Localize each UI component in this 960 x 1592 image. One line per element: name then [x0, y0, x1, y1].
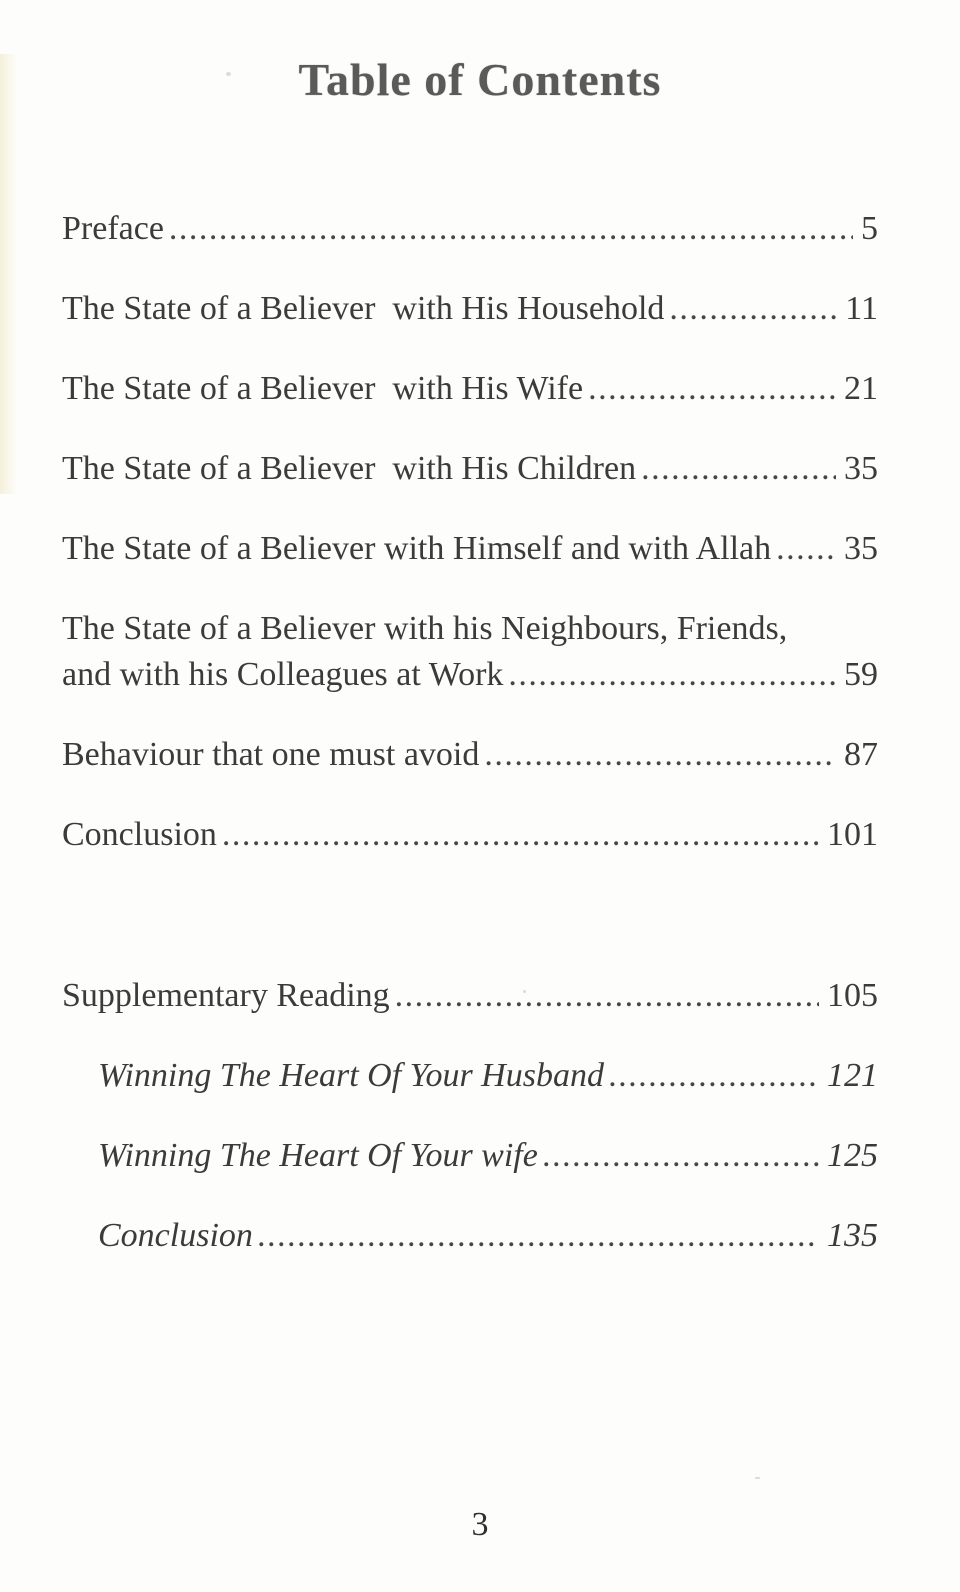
toc-entry-title: The State of a Believer with Himself and with Allah	[62, 530, 772, 567]
toc-entry	[62, 446, 878, 492]
toc-entry	[62, 732, 878, 778]
toc-entry-page: 35	[844, 450, 878, 487]
toc-entry-supplementary	[62, 1213, 878, 1259]
toc-entry-page: 121	[827, 1057, 878, 1094]
toc-entry	[62, 286, 878, 332]
toc-entry-title: The State of a Believer with his Neighbours, Friends,	[62, 610, 788, 647]
dot-leader	[258, 1213, 819, 1259]
toc-entry-page: 105	[827, 977, 878, 1014]
toc-entry-page: 5	[861, 210, 878, 247]
dot-leader	[609, 1053, 819, 1099]
scan-speck	[226, 72, 231, 76]
toc-entry-page: 35	[844, 530, 878, 567]
toc-entry-supplementary	[62, 1053, 878, 1099]
dot-leader	[508, 652, 836, 698]
toc-entry-title: Preface	[62, 210, 164, 247]
dot-leader	[641, 446, 836, 492]
dot-leader	[776, 526, 836, 572]
toc-entry-supplementary	[62, 1133, 878, 1179]
scan-edge-tint	[0, 54, 18, 494]
toc-entry-title: The State of a Believer with His Wife	[62, 370, 584, 407]
toc-entry-title: Winning The Heart Of Your wife	[98, 1137, 538, 1174]
toc-entry-title: Winning The Heart Of Your Husband	[98, 1057, 604, 1094]
scan-speck	[755, 1477, 760, 1479]
dot-leader	[395, 973, 819, 1019]
toc-entry-title: The State of a Believer with His Household	[62, 290, 665, 327]
toc-entry-title: Behaviour that one must avoid	[62, 736, 480, 773]
dot-leader	[484, 732, 836, 778]
dot-leader	[222, 812, 819, 858]
toc-entry-page: 125	[827, 1137, 878, 1174]
scan-speck	[523, 990, 526, 993]
toc-entry	[62, 812, 878, 858]
toc-entry-title: The State of a Believer with His Children	[62, 450, 637, 487]
toc-entry-page: 59	[844, 656, 878, 693]
page-title: Table of Contents	[298, 54, 662, 105]
dot-leader	[169, 206, 853, 252]
footer-page-number: 3	[471, 1506, 489, 1543]
toc-entry	[62, 366, 878, 412]
toc-entry-supplementary	[62, 973, 878, 1019]
dot-leader	[588, 366, 836, 412]
toc-entry	[62, 206, 878, 252]
scanned-toc-page	[0, 54, 960, 1592]
toc-entry	[62, 526, 878, 572]
toc-entry-page: 135	[827, 1217, 878, 1254]
toc-entry-title: Conclusion	[98, 1217, 253, 1254]
dot-leader	[543, 1133, 819, 1179]
dot-leader	[669, 286, 837, 332]
toc-entry-page: 101	[827, 816, 878, 853]
toc-entry-title: Conclusion	[62, 816, 217, 853]
toc-list	[62, 206, 878, 1259]
toc-entry	[62, 606, 878, 698]
toc-entry-page: 87	[844, 736, 878, 773]
toc-entry-title: Supplementary Reading	[62, 977, 390, 1014]
toc-entry-page: 21	[844, 370, 878, 407]
toc-entry-title-line2: and with his Colleagues at Work	[62, 656, 504, 693]
toc-entry-page: 11	[845, 290, 878, 327]
